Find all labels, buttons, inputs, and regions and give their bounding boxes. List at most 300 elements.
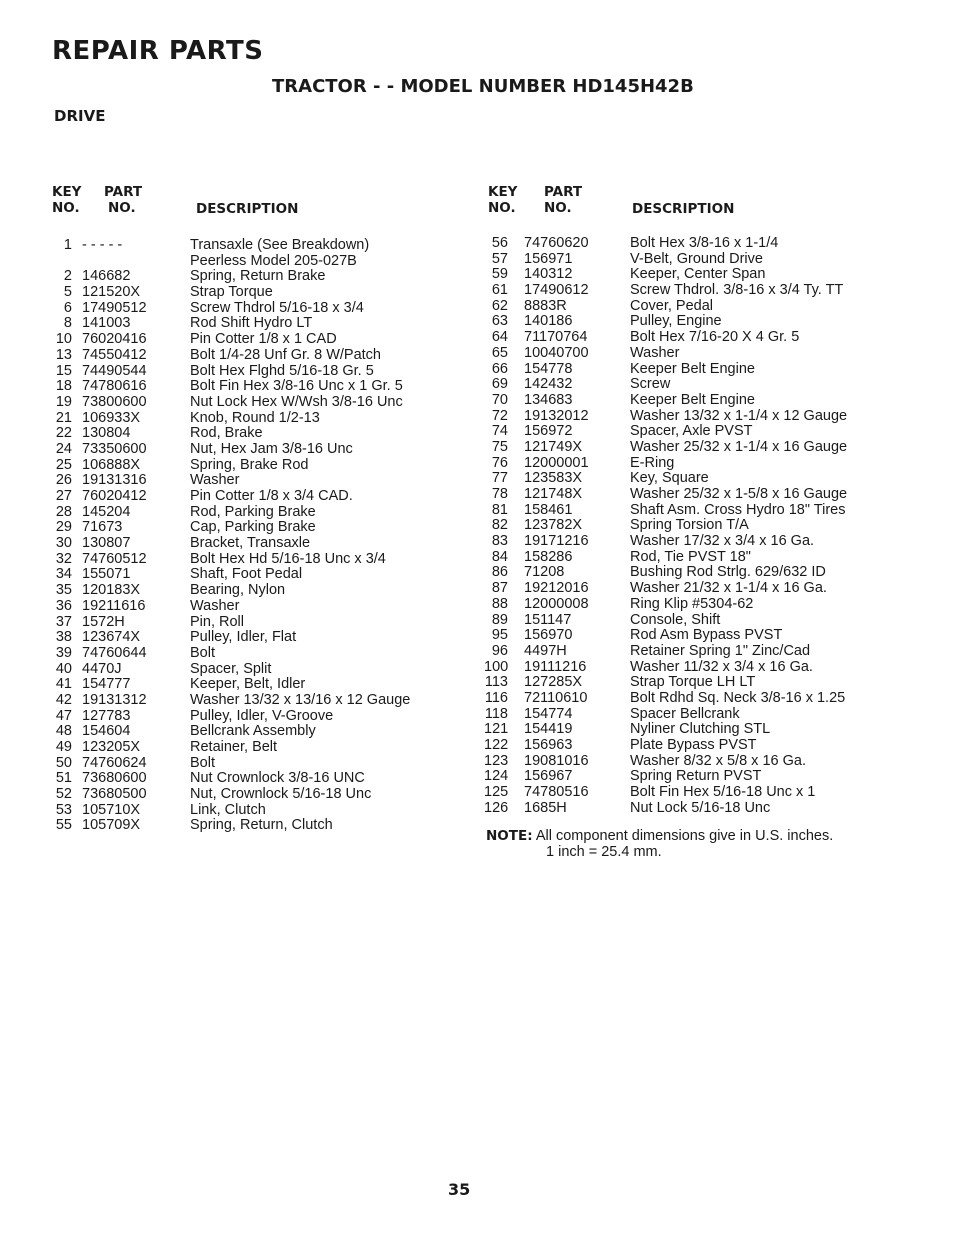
note-label: NOTE: xyxy=(486,828,533,844)
key-number: 2 xyxy=(63,268,72,285)
part-number: 73350600 xyxy=(82,440,147,457)
part-header-line1: PART xyxy=(544,184,583,200)
part-description: Spring, Return, Clutch xyxy=(190,817,333,834)
key-number: 22 xyxy=(55,425,72,442)
key-number: 82 xyxy=(491,517,508,534)
parts-row xyxy=(484,660,894,676)
part-number: 130804 xyxy=(82,425,131,442)
part-description: Bolt Hex 3/8-16 x 1-1/4 xyxy=(630,235,779,251)
key-number: 63 xyxy=(491,313,508,330)
parts-row xyxy=(484,487,894,503)
left-description-header: DESCRIPTION xyxy=(196,201,299,217)
key-number: 10 xyxy=(55,331,72,348)
part-description: Bolt xyxy=(190,644,215,661)
part-number: 1572H xyxy=(82,613,125,630)
key-number: 50 xyxy=(55,754,72,771)
part-number: 154604 xyxy=(82,723,131,740)
key-number: 39 xyxy=(55,644,72,661)
part-number: 19171216 xyxy=(524,533,589,550)
key-number: 122 xyxy=(484,737,509,753)
part-number: 156967 xyxy=(524,768,573,785)
parts-row xyxy=(484,267,894,283)
part-description: Washer 13/32 x 1-1/4 x 12 Gauge xyxy=(630,407,848,424)
parts-row xyxy=(48,520,458,536)
key-number: 38 xyxy=(55,629,72,646)
parts-row xyxy=(48,567,458,583)
part-number: 19132012 xyxy=(524,407,589,424)
key-number: 47 xyxy=(55,707,72,724)
part-description: Pulley, Idler, V-Groove xyxy=(190,707,334,724)
parts-row xyxy=(48,630,458,646)
part-number: 154777 xyxy=(82,676,131,693)
key-number: 96 xyxy=(491,642,508,659)
parts-row xyxy=(484,581,894,597)
part-description: Bushing Rod Strlg. 629/632 ID xyxy=(630,564,826,581)
part-description: Nut Crownlock 3/8-16 UNC xyxy=(190,770,365,787)
key-number: 61 xyxy=(491,282,508,299)
key-number: 89 xyxy=(491,611,508,628)
key-number: 48 xyxy=(55,723,72,740)
key-number: 51 xyxy=(55,770,72,787)
key-number: 81 xyxy=(491,501,508,518)
part-number: 155071 xyxy=(82,566,131,583)
part-number: 106933X xyxy=(82,409,141,426)
part-description: Rod Asm Bypass PVST xyxy=(630,627,783,644)
part-number: 156970 xyxy=(524,627,573,644)
key-number: 34 xyxy=(55,566,72,583)
key-number: 27 xyxy=(55,488,72,504)
part-header-line2: NO. xyxy=(544,200,572,216)
part-description: Washer 13/32 x 13/16 x 12 Gauge xyxy=(190,691,411,708)
model-subtitle: TRACTOR - - MODEL NUMBER HD145H42B xyxy=(272,76,694,97)
part-number: 12000001 xyxy=(524,454,589,471)
parts-row xyxy=(484,628,894,644)
part-description: Washer 21/32 x 1-1/4 x 16 Ga. xyxy=(630,580,827,597)
part-number: 105709X xyxy=(82,817,141,834)
part-number: 19212016 xyxy=(524,580,589,597)
part-description: Pin, Roll xyxy=(190,613,244,630)
part-number: 154778 xyxy=(524,360,573,377)
note-text: All component dimensions give in U.S. inches. xyxy=(535,828,834,844)
key-number: 74 xyxy=(491,423,508,440)
key-number: 1 xyxy=(63,237,72,253)
part-number: - - - - - xyxy=(82,237,123,253)
part-description: Bolt Hex Flghd 5/16-18 Gr. 5 xyxy=(190,362,374,379)
parts-row xyxy=(484,550,894,566)
parts-row xyxy=(48,458,458,474)
parts-row xyxy=(48,442,458,458)
part-number: 73680500 xyxy=(82,786,147,803)
parts-list-right xyxy=(484,236,894,816)
parts-row xyxy=(484,283,894,299)
part-number: 141003 xyxy=(82,315,131,332)
part-number: 145204 xyxy=(82,503,131,520)
part-number: 74780516 xyxy=(524,784,589,801)
key-number: 18 xyxy=(55,378,72,395)
page-number: 35 xyxy=(448,1180,471,1199)
part-number: 158286 xyxy=(524,548,573,565)
part-description: Spring Return PVST xyxy=(630,768,762,785)
part-description: Spring Torsion T/A xyxy=(630,517,749,534)
parts-row xyxy=(48,709,458,725)
key-number: 62 xyxy=(491,297,508,314)
parts-row xyxy=(48,646,458,662)
part-number: 19111216 xyxy=(524,658,587,675)
parts-list-left xyxy=(48,238,458,834)
left-key-header xyxy=(52,184,81,216)
parts-row xyxy=(484,393,894,409)
part-number: 4470J xyxy=(82,660,122,677)
parts-row xyxy=(484,377,894,393)
right-description-header: DESCRIPTION xyxy=(632,201,735,217)
parts-row xyxy=(484,518,894,534)
part-description: Keeper, Belt, Idler xyxy=(190,676,306,693)
part-description: Retainer, Belt xyxy=(190,739,278,755)
key-number: 118 xyxy=(484,705,508,722)
key-number: 121 xyxy=(484,721,509,738)
parts-row xyxy=(48,254,458,270)
part-number: 146682 xyxy=(82,268,131,285)
part-description: Washer xyxy=(190,472,240,489)
right-key-header xyxy=(488,184,517,216)
parts-row xyxy=(484,471,894,487)
key-number: 49 xyxy=(55,739,72,755)
key-number: 41 xyxy=(55,676,72,693)
key-number: 6 xyxy=(63,299,72,316)
key-header-line2: NO. xyxy=(488,200,516,216)
parts-row xyxy=(48,379,458,395)
key-number: 95 xyxy=(491,627,508,644)
parts-row xyxy=(484,314,894,330)
part-description: Bearing, Nylon xyxy=(190,582,286,599)
note-conversion: 1 inch = 25.4 mm. xyxy=(546,843,662,860)
key-number: 84 xyxy=(491,548,508,565)
part-description: Spacer, Axle PVST xyxy=(630,423,753,440)
part-header-line1: PART xyxy=(104,184,143,200)
parts-row xyxy=(484,613,894,629)
part-description: Screw Thdrol 5/16-18 x 3/4 xyxy=(190,299,364,316)
key-number: 42 xyxy=(55,691,72,708)
part-description: Bolt Fin Hex 3/8-16 Unc x 1 Gr. 5 xyxy=(190,378,403,395)
part-description: Link, Clutch xyxy=(190,801,266,818)
key-number: 88 xyxy=(491,595,508,612)
part-description: Spacer, Split xyxy=(190,660,272,677)
parts-row xyxy=(48,662,458,678)
part-number: 140312 xyxy=(524,266,573,283)
part-description: Bolt Hex Hd 5/16-18 Unc x 3/4 xyxy=(190,550,386,567)
part-description: Pin Cotter 1/8 x 3/4 CAD. xyxy=(190,488,353,504)
parts-row xyxy=(484,236,894,252)
part-description: Shaft, Foot Pedal xyxy=(190,566,303,583)
part-number: 130807 xyxy=(82,535,131,552)
key-number: 13 xyxy=(55,346,72,363)
part-description: Nut, Crownlock 5/16-18 Unc xyxy=(190,786,372,803)
key-number: 126 xyxy=(484,799,509,816)
part-description: Retainer Spring 1" Zinc/Cad xyxy=(630,642,811,659)
parts-row xyxy=(484,707,894,723)
key-number: 87 xyxy=(491,580,508,597)
part-description: Bolt 1/4-28 Unf Gr. 8 W/Patch xyxy=(190,346,381,363)
part-description: Keeper Belt Engine xyxy=(630,360,755,377)
parts-row xyxy=(484,346,894,362)
parts-row xyxy=(48,364,458,380)
part-description: E-Ring xyxy=(630,454,675,471)
parts-row xyxy=(48,269,458,285)
key-number: 21 xyxy=(55,409,72,426)
part-description: Washer 25/32 x 1-1/4 x 16 Gauge xyxy=(630,438,848,455)
key-number: 66 xyxy=(491,360,508,377)
key-number: 56 xyxy=(491,235,508,251)
parts-row xyxy=(48,693,458,709)
parts-row xyxy=(484,330,894,346)
key-number: 83 xyxy=(491,533,508,550)
part-description: Nut, Hex Jam 3/8-16 Unc xyxy=(190,440,353,457)
parts-row xyxy=(484,299,894,315)
parts-row xyxy=(48,677,458,693)
part-number: 74490544 xyxy=(82,362,147,379)
part-description: Spring, Brake Rod xyxy=(190,456,309,473)
part-number: 10040700 xyxy=(524,344,589,361)
part-description: Washer xyxy=(190,597,240,614)
key-number: 64 xyxy=(491,329,508,346)
part-description: Nut Lock Hex W/Wsh 3/8-16 Unc xyxy=(190,393,403,410)
parts-row xyxy=(48,301,458,317)
part-number: 74780616 xyxy=(82,378,147,395)
part-number: 12000008 xyxy=(524,595,589,612)
part-description: Bracket, Transaxle xyxy=(190,535,311,552)
part-number: 154774 xyxy=(524,705,573,722)
parts-row xyxy=(48,285,458,301)
parts-row xyxy=(48,787,458,803)
parts-row xyxy=(48,740,458,756)
part-description: Pulley, Idler, Flat xyxy=(190,629,297,646)
part-number: 106888X xyxy=(82,456,141,473)
parts-row xyxy=(484,769,894,785)
part-description: Washer 17/32 x 3/4 x 16 Ga. xyxy=(630,533,815,550)
key-number: 19 xyxy=(55,393,72,410)
parts-row xyxy=(48,505,458,521)
part-number: 74760512 xyxy=(82,550,147,567)
part-description: Plate Bypass PVST xyxy=(630,737,757,753)
key-number: 32 xyxy=(55,550,72,567)
parts-row xyxy=(484,675,894,691)
part-number: 17490612 xyxy=(524,282,589,299)
part-number: 19131312 xyxy=(82,691,147,708)
part-description: Rod Shift Hydro LT xyxy=(190,315,313,332)
key-number: 116 xyxy=(484,689,508,706)
parts-row xyxy=(48,552,458,568)
part-description: Washer 11/32 x 3/4 x 16 Ga. xyxy=(630,658,813,675)
part-description: Spring, Return Brake xyxy=(190,268,326,285)
part-number: 121749X xyxy=(524,438,583,455)
key-number: 29 xyxy=(55,519,72,536)
page-title: REPAIR PARTS xyxy=(52,36,264,66)
part-description: Strap Torque xyxy=(190,284,273,301)
part-number: 71208 xyxy=(524,564,565,581)
part-description: Washer xyxy=(630,344,680,361)
key-number: 57 xyxy=(491,250,508,267)
part-number: 1685H xyxy=(524,799,567,816)
key-number: 37 xyxy=(55,613,72,630)
part-description: Nyliner Clutching STL xyxy=(630,721,771,738)
part-description: Nut Lock 5/16-18 Unc xyxy=(630,799,771,816)
parts-row xyxy=(48,426,458,442)
part-number: 76020412 xyxy=(82,488,147,504)
part-description: Bolt Fin Hex 5/16-18 Unc x 1 xyxy=(630,784,816,801)
part-number: 74760644 xyxy=(82,644,147,661)
parts-row xyxy=(484,785,894,801)
parts-row xyxy=(48,238,458,254)
part-header-line2: NO. xyxy=(108,200,136,216)
parts-row xyxy=(48,411,458,427)
part-description: Key, Square xyxy=(630,470,709,487)
part-description: V-Belt, Ground Drive xyxy=(630,250,763,267)
parts-row xyxy=(48,489,458,505)
key-number: 36 xyxy=(55,597,72,614)
key-number: 52 xyxy=(55,786,72,803)
key-number: 59 xyxy=(491,266,508,283)
parts-row xyxy=(484,440,894,456)
part-number: 105710X xyxy=(82,801,141,818)
key-number: 70 xyxy=(491,391,508,408)
key-number: 75 xyxy=(491,438,508,455)
key-number: 113 xyxy=(484,674,508,691)
part-number: 19081016 xyxy=(524,752,589,769)
part-number: 142432 xyxy=(524,376,573,393)
parts-row xyxy=(484,424,894,440)
parts-row xyxy=(48,395,458,411)
part-number: 156971 xyxy=(524,250,573,267)
part-number: 74760620 xyxy=(524,235,589,251)
key-number: 124 xyxy=(484,768,509,785)
parts-row xyxy=(484,456,894,472)
key-number: 55 xyxy=(55,817,72,834)
part-description: Screw Thdrol. 3/8-16 x 3/4 Ty. TT xyxy=(630,282,844,299)
part-number: 121520X xyxy=(82,284,141,301)
part-description: Bolt Hex 7/16-20 X 4 Gr. 5 xyxy=(630,329,800,346)
key-header-line1: KEY xyxy=(488,184,518,200)
part-number: 156972 xyxy=(524,423,573,440)
part-number: 123782X xyxy=(524,517,583,534)
parts-row xyxy=(48,615,458,631)
key-header-line1: KEY xyxy=(52,184,82,200)
key-number: 53 xyxy=(55,801,72,818)
part-description: Peerless Model 205-027B xyxy=(190,252,357,269)
parts-row xyxy=(484,503,894,519)
parts-row xyxy=(484,738,894,754)
part-number: 73800600 xyxy=(82,393,147,410)
part-description: Shaft Asm. Cross Hydro 18" Tires xyxy=(630,501,846,518)
key-number: 35 xyxy=(55,582,72,599)
key-number: 78 xyxy=(491,486,508,502)
parts-row xyxy=(484,597,894,613)
key-number: 26 xyxy=(55,472,72,489)
part-number: 134683 xyxy=(524,391,573,408)
part-number: 71673 xyxy=(82,519,123,536)
right-part-header xyxy=(544,184,582,216)
part-number: 154419 xyxy=(524,721,573,738)
part-description: Cap, Parking Brake xyxy=(190,519,316,536)
part-number: 123674X xyxy=(82,629,141,646)
key-number: 76 xyxy=(491,454,508,471)
part-description: Rod, Tie PVST 18" xyxy=(630,548,751,565)
parts-row xyxy=(484,801,894,817)
part-description: Screw xyxy=(630,376,671,393)
part-description: Ring Klip #5304-62 xyxy=(630,595,754,612)
part-description: Strap Torque LH LT xyxy=(630,674,756,691)
key-number: 69 xyxy=(491,376,508,393)
part-description: Rod, Parking Brake xyxy=(190,503,316,520)
key-number: 65 xyxy=(491,344,508,361)
parts-row xyxy=(48,771,458,787)
part-number: 140186 xyxy=(524,313,573,330)
part-description: Transaxle (See Breakdown) xyxy=(190,237,370,253)
part-number: 73680600 xyxy=(82,770,147,787)
key-number: 5 xyxy=(63,284,72,301)
parts-row xyxy=(484,565,894,581)
part-description: Console, Shift xyxy=(630,611,721,628)
parts-row xyxy=(48,348,458,364)
part-number: 74550412 xyxy=(82,346,147,363)
parts-row xyxy=(484,722,894,738)
key-number: 8 xyxy=(63,315,72,332)
part-description: Spacer Bellcrank xyxy=(630,705,740,722)
part-description: Knob, Round 1/2-13 xyxy=(190,409,320,426)
part-description: Bolt Rdhd Sq. Neck 3/8-16 x 1.25 xyxy=(630,689,846,706)
part-number: 19211616 xyxy=(82,597,146,614)
part-number: 127285X xyxy=(524,674,583,691)
parts-row xyxy=(484,409,894,425)
key-number: 77 xyxy=(491,470,508,487)
part-description: Bolt xyxy=(190,754,215,771)
part-description: Pin Cotter 1/8 x 1 CAD xyxy=(190,331,337,348)
key-number: 123 xyxy=(484,752,509,769)
key-number: 15 xyxy=(55,362,72,379)
parts-row xyxy=(484,252,894,268)
part-number: 17490512 xyxy=(82,299,147,316)
part-number: 127783 xyxy=(82,707,131,724)
part-description: Washer 25/32 x 1-5/8 x 16 Gauge xyxy=(630,486,848,502)
parts-row xyxy=(48,724,458,740)
key-number: 30 xyxy=(55,535,72,552)
key-number: 40 xyxy=(55,660,72,677)
part-description: Pulley, Engine xyxy=(630,313,722,330)
part-number: 123205X xyxy=(82,739,141,755)
key-number: 86 xyxy=(491,564,508,581)
parts-row xyxy=(48,803,458,819)
parts-row xyxy=(48,599,458,615)
note-block xyxy=(486,829,833,860)
left-part-header xyxy=(104,184,142,216)
parts-row xyxy=(484,691,894,707)
part-number: 8883R xyxy=(524,297,567,314)
section-heading: DRIVE xyxy=(54,107,106,125)
part-number: 74760624 xyxy=(82,754,147,771)
parts-row xyxy=(484,534,894,550)
part-number: 121748X xyxy=(524,486,583,502)
parts-row xyxy=(484,754,894,770)
parts-row xyxy=(484,644,894,660)
part-description: Keeper, Center Span xyxy=(630,266,766,283)
parts-row xyxy=(48,818,458,834)
part-description: Cover, Pedal xyxy=(630,297,714,314)
part-number: 158461 xyxy=(524,501,573,518)
parts-row xyxy=(48,756,458,772)
part-number: 120183X xyxy=(82,582,141,599)
parts-row xyxy=(48,536,458,552)
parts-row xyxy=(484,362,894,378)
parts-row xyxy=(48,473,458,489)
